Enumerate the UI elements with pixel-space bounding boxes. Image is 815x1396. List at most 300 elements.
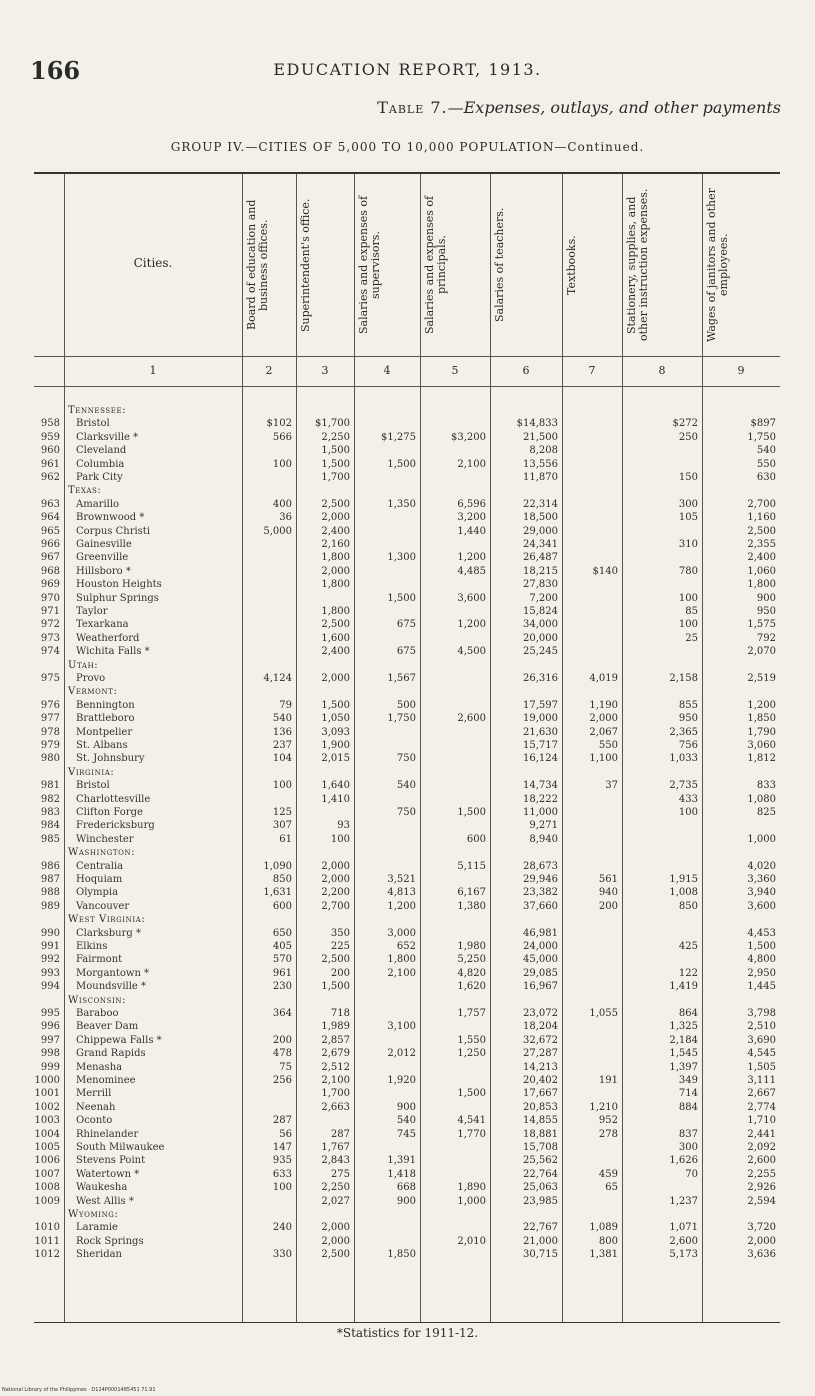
city-name: Olympia [76,887,119,899]
city-name: Rhinelander [76,1128,139,1140]
city-name: Bristol [76,780,110,792]
table-cell: 349 [678,1075,698,1086]
row-number: 979 [40,740,60,751]
table-cell: 85 [685,606,698,617]
table-cell: 125 [272,807,292,818]
table-cell: 750 [396,807,416,818]
table-cell: 2,000 [321,512,350,524]
row-number: 980 [40,753,60,765]
expense-table [34,172,780,1323]
table-cell: 104 [272,753,292,765]
city-name: Columbia [76,458,125,470]
table-cell: 1,440 [457,525,486,537]
table-cell: 3,600 [747,900,776,912]
table-cell: 65 [605,1182,618,1194]
table-cell: 850 [272,874,292,885]
table-cell: 1,770 [457,1128,486,1140]
table-cell: 2,950 [747,967,776,979]
table-cell: 200 [330,967,350,979]
table-cell: 150 [678,472,698,483]
row-number: 976 [40,699,60,711]
table-cell: 2,250 [321,1182,350,1194]
row-number: 995 [40,1008,60,1019]
table-cell: 900 [396,1101,416,1113]
column-number: 1 [149,364,157,377]
table-cell: 2,441 [747,1128,776,1140]
table-cell: 15,824 [523,606,558,617]
city-name: Moundsville * [76,981,147,993]
table-cell: 2,500 [321,954,350,966]
table-cell: 1,915 [669,874,698,885]
city-name: Gainesville [76,539,132,550]
table-cell: 18,204 [523,1021,558,1033]
table-cell: 1,033 [669,753,698,765]
table-cell: 825 [756,807,776,818]
row-number: 1000 [34,1075,60,1086]
column-heading: Salaries and expenses of supervisors. [357,195,382,335]
row-number: 958 [40,418,60,430]
table-cell: 745 [396,1128,416,1140]
column-heading: Stationery, supplies, and other instruction expenses. [625,188,650,342]
row-number: 989 [40,900,60,912]
table-cell: 550 [756,458,776,470]
row-number: 1006 [34,1155,60,1167]
table-cell: 2,594 [747,1195,776,1207]
table-cell: $1,700 [315,418,350,430]
city-name: Weatherford [76,632,140,644]
table-cell: 34,000 [523,619,558,631]
table-cell: 6,596 [457,498,486,510]
table-cell: 2,857 [321,1034,350,1046]
table-cell: 2,667 [747,1088,776,1100]
table-cell: 833 [756,780,776,792]
table-cell: 1,410 [321,793,350,805]
row-number: 1005 [34,1142,60,1153]
table-cell: 230 [272,981,292,993]
table-cell: 3,093 [321,726,350,738]
city-name: Fredericksburg [76,820,155,832]
table-cell: 1,620 [457,981,486,993]
table-cell: 2,000 [321,565,350,577]
table-cell: 19,000 [523,713,558,725]
table-cell: 935 [272,1155,292,1167]
table-cell: 29,946 [523,874,558,885]
table-cell: 1,626 [669,1155,698,1167]
table-cell: 1,890 [457,1182,486,1194]
table-cell: 1,800 [321,606,350,617]
table-cell: 2,000 [321,874,350,885]
row-number: 1003 [34,1115,60,1127]
table-cell: 23,072 [523,1008,558,1019]
table-cell: 8,208 [529,445,558,457]
column-heading: Salaries and expenses of principals. [423,195,448,335]
state-heading: Wyoming: [68,1209,119,1220]
table-cell: 1,008 [669,887,698,899]
row-number: 985 [40,833,60,845]
row-number: 996 [40,1021,60,1033]
table-cell: 37 [605,780,618,792]
table-cell: 2,000 [321,673,350,684]
table-cell: 1,505 [747,1061,776,1073]
row-number: 992 [40,954,60,966]
table-cell: 3,100 [387,1021,416,1033]
table-cell: 2,015 [321,753,350,765]
row-number: 1007 [34,1168,60,1180]
table-cell: 2,700 [747,498,776,510]
table-cell: 1,325 [669,1021,698,1033]
table-cell: 2,100 [457,458,486,470]
table-cell: 2,519 [747,673,776,684]
column-heading: Wages of janitors and other employees. [705,188,730,342]
table-cell: 105 [678,512,698,524]
table-cell: 630 [756,472,776,483]
table-cell: 20,853 [523,1101,558,1113]
table-cell: 1,300 [387,552,416,564]
city-name: Brownwood * [76,512,145,524]
city-name: Vancouver [76,900,130,912]
table-cell: 2,663 [321,1101,350,1113]
city-name: St. Johnsbury [76,753,145,765]
table-cell: 1,640 [321,780,350,792]
row-number: 993 [40,967,60,979]
table-cell: 3,720 [747,1222,776,1234]
column-rule [420,174,421,1322]
city-name: Corpus Christi [76,525,151,537]
column-heading: Textbooks. [565,235,578,295]
table-cell: 1,750 [387,713,416,725]
table-cell: 18,222 [523,793,558,805]
table-cell: 2,070 [747,646,776,658]
table-cell: 2,250 [321,431,350,443]
table-cell: 2,926 [747,1182,776,1194]
table-cell: 100 [272,458,292,470]
row-number: 960 [40,445,60,457]
row-number: 1009 [34,1195,60,1207]
table-cell: 1,980 [457,941,486,952]
table-cell: 18,881 [523,1128,558,1140]
number-rule [34,386,780,387]
row-number: 990 [40,927,60,939]
table-cell: 100 [678,619,698,631]
table-cell: 2,700 [321,900,350,912]
column-heading: Salaries of teachers. [493,207,506,323]
row-number: 1008 [34,1182,60,1194]
table-cell: 4,545 [747,1048,776,1060]
table-cell: 2,000 [321,1222,350,1234]
table-cell: 32,672 [523,1034,558,1046]
table-cell: 70 [685,1168,698,1180]
row-number: 1011 [34,1235,60,1247]
column-rule [354,174,355,1322]
table-cell: 1,210 [589,1101,618,1113]
table-cell: 29,085 [523,967,558,979]
city-name: Menominee [76,1075,136,1086]
table-cell: 855 [678,699,698,711]
table-cell: 2,158 [669,673,698,684]
table-cell: 2,000 [589,713,618,725]
table-cell: 13,556 [523,458,558,470]
city-name: Park City [76,472,123,483]
row-number: 974 [40,646,60,658]
row-number: 981 [40,780,60,792]
table-cell: 25,245 [523,646,558,658]
table-cell: 2,500 [747,525,776,537]
city-name: Bennington [76,699,135,711]
table-cell: 18,215 [523,565,558,577]
table-cell: 100 [272,1182,292,1194]
table-cell: 11,870 [523,472,558,483]
city-name: Morgantown * [76,967,150,979]
table-cell: 478 [272,1048,292,1060]
table-cell: $140 [592,565,618,577]
table-cell: 718 [330,1008,350,1019]
table-cell: 300 [678,498,698,510]
city-name: Chippewa Falls * [76,1034,162,1046]
table-cell: 3,200 [457,512,486,524]
table-cell: 1,089 [589,1222,618,1234]
table-cell: 3,060 [747,740,776,751]
table-cell: 287 [272,1115,292,1127]
city-name: Winchester [76,833,134,845]
table-cell: 2,679 [321,1048,350,1060]
table-cell: 1,700 [321,472,350,483]
table-cell: 1,200 [457,619,486,631]
table-cell: 2,735 [669,780,698,792]
table-cell: 100 [678,807,698,818]
table-cell: 2,774 [747,1101,776,1113]
table-cell: 425 [678,941,698,952]
row-number: 982 [40,793,60,805]
table-cell: 780 [678,565,698,577]
table-cell: 1,000 [457,1195,486,1207]
table-cell: 300 [678,1142,698,1153]
table-cell: 29,000 [523,525,558,537]
table-cell: 1,800 [321,552,350,564]
table-cell: 147 [272,1142,292,1153]
table-cell: 7,200 [529,592,558,604]
table-cell: 633 [272,1168,292,1180]
table-cell: 2,012 [387,1048,416,1060]
table-cell: 8,940 [529,833,558,845]
table-cell: 1,060 [747,565,776,577]
row-number: 977 [40,713,60,725]
row-number: 983 [40,807,60,818]
table-cell: 1,750 [747,431,776,443]
city-name: Provo [76,673,106,684]
table-cell: 2,400 [321,646,350,658]
table-cell: 4,800 [747,954,776,966]
table-cell: 1,757 [457,1008,486,1019]
state-heading: West Virginia: [68,914,146,926]
table-cell: 540 [396,780,416,792]
table-cell: 21,000 [523,1235,558,1247]
table-cell: 2,184 [669,1034,698,1046]
table-cell: 1,237 [669,1195,698,1207]
city-name: Neenah [76,1101,116,1113]
city-name: St. Albans [76,740,128,751]
row-number: 967 [40,552,60,564]
table-cell: 1,050 [321,713,350,725]
table-cell: 1,600 [321,632,350,644]
city-name: Sheridan [76,1249,122,1261]
table-cell: $3,200 [451,431,486,443]
row-number: 984 [40,820,60,832]
table-cell: 1,200 [747,699,776,711]
table-cell: 952 [598,1115,618,1127]
table-cell: 1,767 [321,1142,350,1153]
table-cell: 275 [330,1168,350,1180]
table-cell: 400 [272,498,292,510]
table-cell: 16,124 [523,753,558,765]
column-number: 2 [265,364,273,377]
row-number: 1010 [34,1222,60,1234]
table-cell: 1,550 [457,1034,486,1046]
table-cell: 566 [272,431,292,443]
cities-column-heading: Cities. [133,256,173,270]
table-cell: 1,545 [669,1048,698,1060]
table-cell: 1,397 [669,1061,698,1073]
table-cell: 950 [678,713,698,725]
table-cell: 1,500 [457,1088,486,1100]
state-heading: Virginia: [68,766,115,778]
table-cell: 1,080 [747,793,776,805]
row-number: 997 [40,1034,60,1046]
table-cell: 9,271 [529,820,558,832]
table-cell: 23,985 [523,1195,558,1207]
state-heading: Tennessee: [68,405,127,416]
table-cell: 1,800 [387,954,416,966]
table-cell: 2,010 [457,1235,486,1247]
table-cell: 14,213 [523,1061,558,1073]
table-cell: 4,541 [457,1115,486,1127]
table-cell: 25,562 [523,1155,558,1167]
table-cell: 1,920 [387,1075,416,1086]
table-cell: $897 [750,418,776,430]
city-name: Brattleboro [76,713,135,725]
table-cell: 675 [396,646,416,658]
table-cell: 961 [272,967,292,979]
row-number: 1004 [34,1128,60,1140]
column-heading: Superintendent's office. [299,198,312,332]
row-number: 978 [40,726,60,738]
city-name: Watertown * [76,1168,140,1180]
column-rule [64,174,65,1322]
table-cell: 652 [396,941,416,952]
table-cell: 4,500 [457,646,486,658]
table-cell: 237 [272,740,292,751]
table-cell: 405 [272,941,292,952]
column-number: 3 [321,364,329,377]
table-cell: 1,190 [589,699,618,711]
table-cell: 307 [272,820,292,832]
table-cell: 240 [272,1222,292,1234]
table-cell: 75 [279,1061,292,1073]
table-cell: 1,500 [387,458,416,470]
table-cell: 61 [279,833,292,845]
table-cell: 5,173 [669,1249,698,1261]
row-number: 998 [40,1048,60,1060]
city-name: Stevens Point [76,1155,146,1167]
table-cell: 6,167 [457,887,486,899]
table-cell: 668 [396,1182,416,1194]
table-cell: 28,673 [523,860,558,872]
table-cell: 864 [678,1008,698,1019]
table-cell: 23,382 [523,887,558,899]
city-name: Houston Heights [76,579,162,591]
column-number: 9 [737,364,745,377]
row-number: 1001 [34,1088,60,1100]
table-cell: 1,055 [589,1008,618,1019]
table-cell: 191 [598,1075,618,1086]
city-name: Charlottesville [76,793,151,805]
table-cell: 2,400 [747,552,776,564]
table-cell: 1,710 [747,1115,776,1127]
table-cell: 250 [678,431,698,443]
table-cell: 26,487 [523,552,558,564]
table-cell: 792 [756,632,776,644]
scan-credit: National Library of the Philippines · D124P0001485451 71.91 [2,1387,156,1393]
table-cell: 2,100 [387,967,416,979]
table-cell: 540 [756,445,776,457]
table-cell: 21,630 [523,726,558,738]
state-heading: Wisconsin: [68,994,127,1006]
city-name: Bristol [76,418,110,430]
table-cell: 100 [330,833,350,845]
table-cell: 2,500 [321,619,350,631]
table-cell: 550 [598,740,618,751]
table-cell: 27,830 [523,579,558,591]
table-cell: 330 [272,1249,292,1261]
table-cell: 3,636 [747,1249,776,1261]
table-cell: 364 [272,1008,292,1019]
city-name: Taylor [76,606,108,617]
row-number: 971 [40,606,60,617]
table-cell: 1,575 [747,619,776,631]
table-cell: 2,092 [747,1142,776,1153]
city-name: Hoquiam [76,874,123,885]
city-name: Merrill [76,1088,112,1100]
table-cell: 561 [598,874,618,885]
table-cell: 940 [598,887,618,899]
table-cell: 15,717 [523,740,558,751]
table-cell: 1,800 [321,579,350,591]
table-cell: 1,500 [321,445,350,457]
table-cell: 24,000 [523,941,558,952]
city-name: Centralia [76,860,124,872]
table-cell: 1,800 [747,579,776,591]
city-name: Texarkana [76,619,129,631]
table-cell: 2,000 [321,1235,350,1247]
table-cell: 1,500 [321,981,350,993]
city-name: Laramie [76,1222,118,1234]
table-cell: 2,500 [321,1249,350,1261]
table-cell: 4,019 [589,673,618,684]
city-name: Clifton Forge [76,807,143,818]
table-cell: 1,900 [321,740,350,751]
table-cell: 950 [756,606,776,617]
table-label: Table 7. [377,98,448,117]
row-number: 988 [40,887,60,899]
table-cell: 22,767 [523,1222,558,1234]
table-cell: 100 [678,592,698,604]
row-number: 968 [40,565,60,577]
table-title [377,98,781,117]
table-cell: 600 [272,900,292,912]
table-cell: 750 [396,753,416,765]
table-cell: 2,160 [321,539,350,550]
table-cell: 1,500 [321,458,350,470]
table-cell: 459 [598,1168,618,1180]
